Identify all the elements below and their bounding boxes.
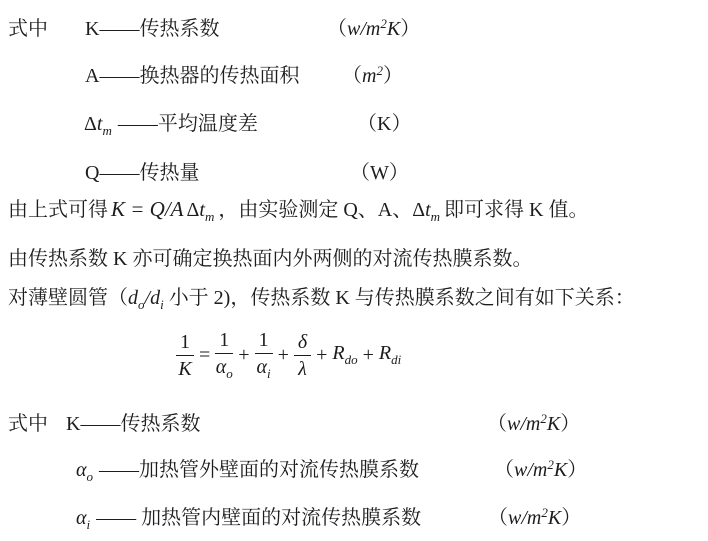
unit-value: W (370, 162, 389, 184)
plus-sign: + (362, 343, 374, 366)
where-label: 式中 (8, 413, 48, 435)
variable-d-inner: d (150, 287, 161, 309)
dash: —— (99, 65, 140, 87)
definition-term (85, 12, 219, 41)
unit-value: w/m (347, 18, 381, 40)
fraction-1-over-alpha-i (255, 329, 273, 382)
paragraph-thin-tube (0, 281, 708, 311)
unit-tail: K (547, 507, 562, 529)
fraction-1-over-alpha-o (215, 329, 233, 382)
subscript-m: m (430, 209, 441, 224)
unit-open: （ (487, 413, 507, 435)
description: 平均温度差 (157, 113, 258, 135)
symbol: Q (85, 162, 100, 184)
dash: —— (99, 459, 139, 481)
definition-term (76, 453, 419, 485)
unit-close: ） (567, 459, 588, 481)
definition-term (85, 59, 299, 88)
unit-open: （ (488, 507, 508, 529)
text: 由传热系数 K 亦可确定换热面内外两侧的对流传热膜系数。 (8, 248, 533, 270)
subscript-o: o (138, 297, 145, 312)
numerator: 1 (215, 329, 233, 354)
symbol-subscript: i (86, 517, 91, 532)
numerator: 1 (176, 331, 194, 356)
unit-exponent: 2 (540, 411, 547, 426)
text: ，由实验测定 Q、A、 (218, 199, 413, 221)
symbol-subscript: o (86, 469, 93, 484)
description: 传热系数 (120, 413, 201, 435)
unit-tail: K (386, 18, 401, 40)
unit (327, 12, 420, 41)
unit-exponent: 2 (547, 457, 554, 472)
inline-formula-K-eq-Q-over-A: K = Q/A (111, 197, 184, 221)
unit (494, 453, 587, 482)
text: 由上式可得 (8, 199, 108, 221)
unit-tail: K (546, 413, 561, 435)
symbol: A (85, 65, 100, 87)
description: 换热器的传热面积 (139, 65, 300, 87)
definition-row (0, 59, 708, 89)
unit (342, 59, 403, 88)
unit-close: ） (388, 162, 409, 184)
unit-exponent: 2 (541, 505, 548, 520)
unit-value: w/m (508, 507, 542, 529)
definition-row (0, 453, 708, 483)
text: 对薄壁圆管（ (8, 287, 128, 309)
slash: / (144, 287, 151, 309)
symbol-alpha: α (76, 507, 87, 529)
dash: —— (80, 413, 121, 435)
variable-t: t (199, 199, 205, 221)
dash: —— (117, 113, 158, 135)
paragraph-derivation (0, 193, 708, 223)
definition-term (66, 407, 200, 436)
unit (487, 407, 580, 436)
unit-value: m (362, 65, 377, 87)
definition-term (85, 156, 199, 185)
delta-symbol: Δ (84, 113, 97, 135)
text: 即可求得 K 值。 (444, 199, 589, 221)
unit-open: （ (357, 113, 377, 135)
fraction-1-over-K (176, 331, 194, 381)
variable-t: t (425, 199, 431, 221)
fouling-resistance-outer: $R_{do}$ (332, 342, 358, 368)
definition-row (0, 107, 708, 137)
fouling-resistance-inner: $R_{di}$ (378, 342, 402, 368)
description: 加热管外壁面的对流传热膜系数 (139, 459, 419, 481)
text: 小于 2)，传热系数 K 与传热膜系数之间有如下关系： (163, 287, 635, 309)
symbol-subscript: m (102, 123, 112, 138)
numerator: 1 (255, 329, 273, 354)
description: 加热管内壁面的对流传热膜系数 (136, 507, 422, 529)
unit-value: K (377, 113, 392, 135)
definition-term (84, 107, 258, 139)
unit-close: ） (391, 113, 412, 135)
dash: —— (99, 162, 140, 184)
subscript-m: m (204, 209, 215, 224)
symbol: K (85, 18, 100, 40)
dash: —— (96, 507, 137, 529)
subscript-i: i (160, 297, 164, 312)
delta-symbol: Δ (412, 199, 426, 221)
where-label: 式中 (8, 18, 48, 40)
unit-open: （ (327, 18, 347, 40)
unit-open: （ (494, 459, 514, 481)
unit-exponent: 2 (380, 16, 387, 31)
unit-tail: K (553, 459, 568, 481)
definition-row (0, 407, 708, 437)
numerator-delta: δ (294, 331, 311, 356)
unit-close: ） (400, 18, 421, 40)
definition-term (76, 501, 421, 533)
unit (488, 501, 581, 530)
unit-close: ） (561, 507, 582, 529)
fraction-delta-over-lambda (294, 331, 311, 381)
unit-open: （ (342, 65, 362, 87)
unit-value: w/m (514, 459, 548, 481)
unit-close: ） (560, 413, 581, 435)
unit (350, 156, 409, 185)
paragraph-film-coefficient (0, 242, 708, 272)
denominator-alpha-o: $\alpha_o$ (215, 356, 233, 382)
description: 传热量 (139, 162, 200, 184)
variable-d-outer: d (128, 287, 138, 309)
unit-value: w/m (507, 413, 541, 435)
denominator-K: K (178, 357, 192, 380)
unit-close: ） (382, 65, 403, 87)
plus-sign: + (238, 343, 250, 366)
denominator-alpha-i: $\alpha_i$ (256, 356, 271, 382)
denominator-lambda: λ (298, 357, 307, 380)
symbol: K (66, 413, 81, 435)
equals-sign: = (199, 343, 211, 366)
definition-row (0, 501, 708, 531)
definition-row (0, 156, 708, 186)
symbol-alpha: α (76, 459, 87, 481)
dash: —— (99, 18, 140, 40)
delta-symbol: Δ (186, 199, 200, 221)
description: 传热系数 (139, 18, 220, 40)
heat-transfer-coefficient-formula (176, 329, 401, 382)
symbol: t (96, 113, 103, 135)
definition-row (0, 12, 708, 42)
unit-exponent: 2 (376, 63, 383, 78)
plus-sign: + (277, 343, 289, 366)
plus-sign: + (316, 343, 328, 366)
unit (357, 107, 411, 136)
unit-open: （ (350, 162, 370, 184)
